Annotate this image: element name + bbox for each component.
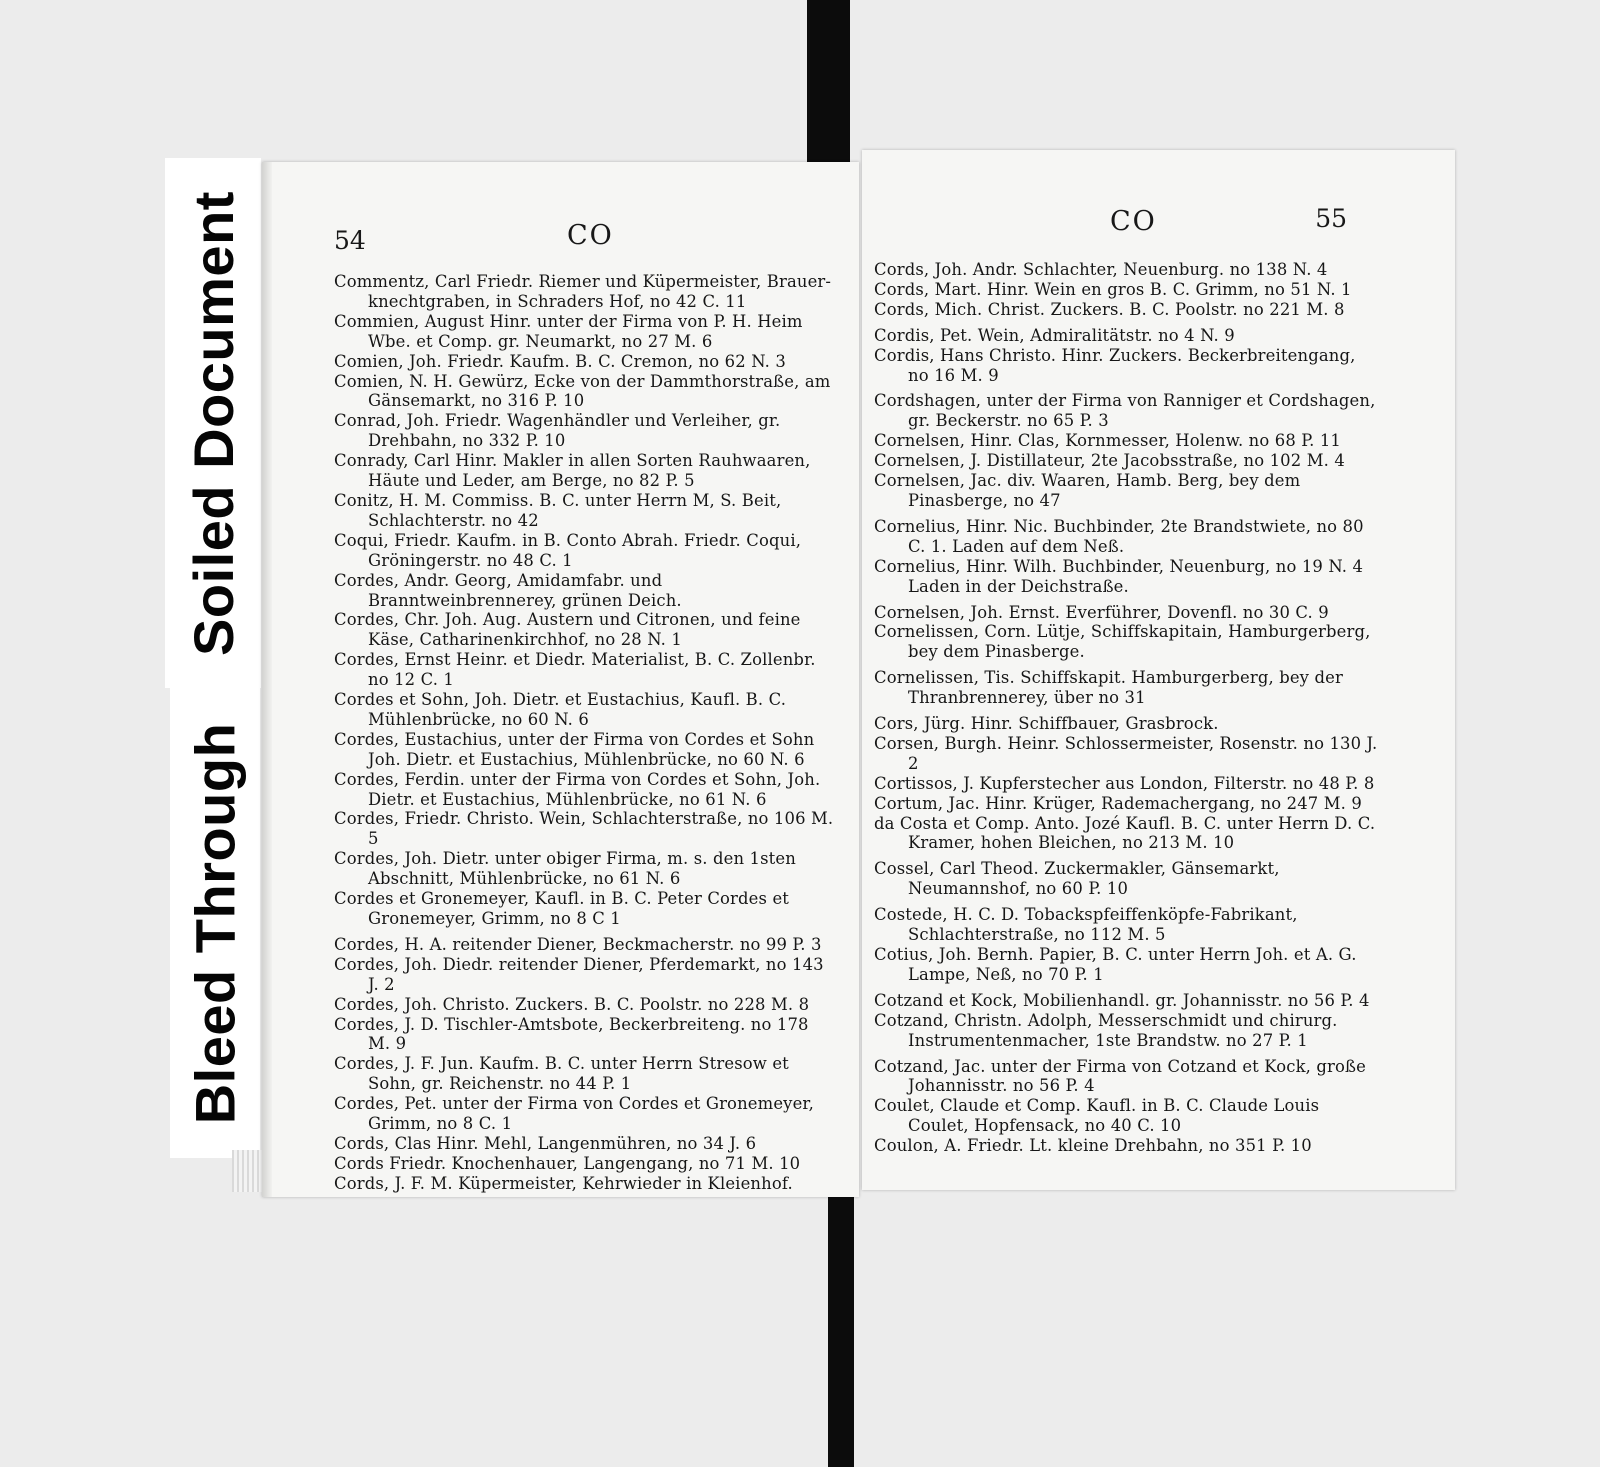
bleed-through-label bbox=[170, 688, 260, 1158]
directory-entry: Cords, Mart. Hinr. Wein en gros B. C. Grimm, no 51 N. 1 bbox=[874, 279, 1352, 299]
directory-entry: Cordis, Pet. Wein, Admiralitätstr. no 4 N. 9 bbox=[874, 325, 1235, 345]
directory-entry: Comien, N. H. Gewürz, Ecke von der Dammthorstraße, am Gänsemarkt, no 316 P. 10 bbox=[334, 371, 831, 411]
directory-entry: Cornelsen, Joh. Ernst. Everführer, Dovenfl. no 30 C. 9 bbox=[874, 602, 1329, 622]
directory-entry: Cordes, Chr. Joh. Aug. Austern und Citronen, und feine Käse, Catharinenkirchhof, no 28 N. 1 bbox=[334, 610, 801, 650]
directory-entry: Cordes, Joh. Dietr. unter obiger Firma, m. s. den 1sten Abschnitt, Mühlenbrücke, no 61 N. 6 bbox=[334, 849, 796, 889]
directory-entry: Corsen, Burgh. Heinr. Schlossermeister, Rosenstr. no 130 J. 2 bbox=[874, 733, 1378, 773]
directory-entry: Cornelsen, Hinr. Clas, Kornmesser, Holenw. no 68 P. 11 bbox=[874, 431, 1341, 451]
directory-entry: Cossel, Carl Theod. Zuckermakler, Gänsemarkt, Neumannshof, no 60 P. 10 bbox=[874, 859, 1280, 899]
left-page-number: 54 bbox=[334, 226, 366, 255]
directory-entry: Cornelissen, Tis. Schiffskapit. Hamburgerberg, bey der Thranbrennerey, über no 31 bbox=[874, 668, 1343, 708]
directory-entry: da Costa et Comp. Anto. Jozé Kaufl. B. C. unter Herrn D. C. Kramer, hohen Bleichen, no 213 M. 10 bbox=[874, 813, 1376, 853]
directory-entry: Cordshagen, unter der Firma von Ranniger et Cordshagen, gr. Beckerstr. no 65 P. 3 bbox=[874, 391, 1376, 431]
directory-entry: Cordes et Gronemeyer, Kaufl. in B. C. Peter Cordes et Gronemeyer, Grimm, no 8 C 1 bbox=[334, 889, 790, 928]
directory-entry: Cornelsen, J. Distillateur, 2te Jacobsstraße, no 102 M. 4 bbox=[874, 451, 1345, 471]
directory-entry: Cornelius, Hinr. Wilh. Buchbinder, Neuenburg, no 19 N. 4 Laden in der Deichstraße. bbox=[874, 556, 1364, 596]
directory-entry: Cornelissen, Corn. Lütje, Schiffskapitain, Hamburgerberg, bey dem Pinasberge. bbox=[874, 622, 1371, 662]
directory-entry: Cornelius, Hinr. Nic. Buchbinder, 2te Brandstwiete, no 80 C. 1. Laden auf dem Neß. bbox=[874, 516, 1364, 556]
right-page-number: 55 bbox=[1315, 204, 1347, 233]
directory-entry: Commien, August Hinr. unter der Firma von P. H. Heim Wbe. et Comp. gr. Neumarkt, no 27 M. 6 bbox=[334, 311, 803, 351]
directory-entry: Cords, J. F. M. Küpermeister, Kehrwieder in Kleienhof. bbox=[334, 1173, 793, 1193]
directory-entry: Cordes, Joh. Christo. Zuckers. B. C. Poolstr. no 228 M. 8 bbox=[334, 994, 810, 1014]
directory-entry: Commentz, Carl Friedr. Riemer und Küpermeister, Brauer-knechtgraben, in Schraders Hof, no 42 C. 11 bbox=[334, 272, 832, 311]
directory-entry: Cordes, Ernst Heinr. et Diedr. Materialist, B. C. Zollenbr. no 12 C. 1 bbox=[334, 650, 816, 690]
soiled-document-label-text: Soiled Document bbox=[181, 190, 245, 656]
right-page bbox=[862, 150, 1455, 1190]
directory-entry: Cotzand, Christn. Adolph, Messerschmidt und chirurg. Instrumentenmacher, 1ste Brandstw. no 27 P. 1 bbox=[874, 1010, 1338, 1050]
directory-entry: Cordis, Hans Christo. Hinr. Zuckers. Beckerbreitengang, no 16 M. 9 bbox=[874, 345, 1356, 385]
directory-entry: Cordes, Andr. Georg, Amidamfabr. und Branntweinbrennerey, grünen Deich. bbox=[334, 570, 682, 610]
binding-strip-bottom bbox=[828, 1196, 854, 1467]
directory-entry: Cotzand et Kock, Mobilienhandl. gr. Johannisstr. no 56 P. 4 bbox=[874, 990, 1370, 1010]
page-edge-stack bbox=[232, 1150, 262, 1192]
directory-entry: Cordes, Ferdin. unter der Firma von Cordes et Sohn, Joh. Dietr. et Eustachius, Mühlenbrücke, no 61 N. 6 bbox=[334, 769, 821, 809]
directory-entry: Cortissos, J. Kupferstecher aus London, Filterstr. no 48 P. 8 bbox=[874, 773, 1375, 793]
directory-entry: Cordes, Pet. unter der Firma von Cordes et Gronemeyer, Grimm, no 8 C. 1 bbox=[334, 1094, 814, 1134]
directory-entry: Cordes, Friedr. Christo. Wein, Schlachterstraße, no 106 M. 5 bbox=[334, 809, 834, 849]
left-page bbox=[262, 162, 859, 1197]
directory-entry: Comien, Joh. Friedr. Kaufm. B. C. Cremon, no 62 N. 3 bbox=[334, 351, 786, 371]
directory-entry: Conrad, Joh. Friedr. Wagenhändler und Verleiher, gr. Drehbahn, no 332 P. 10 bbox=[334, 411, 781, 451]
directory-entry: Cordes, Eustachius, unter der Firma von Cordes et Sohn Joh. Dietr. et Eustachius, Mühlenbrücke, no 60 N. 6 bbox=[334, 729, 815, 769]
directory-entry: Cords Friedr. Knochenhauer, Langengang, no 71 M. 10 bbox=[334, 1153, 801, 1173]
left-running-head: CO bbox=[567, 220, 614, 251]
right-running-head: CO bbox=[1110, 206, 1157, 237]
binding-strip-top bbox=[807, 0, 850, 170]
bleed-through-label-text: Bleed Through bbox=[183, 722, 247, 1124]
directory-entry: Cordes et Sohn, Joh. Dietr. et Eustachius, Kaufl. B. C. Mühlenbrücke, no 60 N. 6 bbox=[334, 690, 787, 729]
directory-entry: Cors, Jürg. Hinr. Schiffbauer, Grasbrock. bbox=[874, 714, 1219, 734]
directory-entry: Conrady, Carl Hinr. Makler in allen Sorten Rauhwaaren, Häute und Leder, am Berge, no 82 P. 5 bbox=[334, 451, 811, 491]
directory-entry: Cotzand, Jac. unter der Firma von Cotzand et Kock, große Johannisstr. no 56 P. 4 bbox=[874, 1056, 1366, 1096]
directory-entry: Cordes, Joh. Diedr. reitender Diener, Pferdemarkt, no 143 J. 2 bbox=[334, 954, 824, 994]
right-entry-list bbox=[874, 260, 1379, 1156]
directory-entry: Coulet, Claude et Comp. Kaufl. in B. C. Claude Louis Coulet, Hopfensack, no 40 C. 10 bbox=[874, 1096, 1320, 1136]
directory-entry: Coulon, A. Friedr. Lt. kleine Drehbahn, no 351 P. 10 bbox=[874, 1136, 1312, 1156]
directory-entry: Cordes, J. F. Jun. Kaufm. B. C. unter Herrn Stresow et Sohn, gr. Reichenstr. no 44 P. 1 bbox=[334, 1054, 789, 1094]
directory-entry: Cords, Joh. Andr. Schlachter, Neuenburg. no 138 N. 4 bbox=[874, 260, 1328, 279]
directory-entry: Cordes, H. A. reitender Diener, Beckmacherstr. no 99 P. 3 bbox=[334, 934, 822, 954]
directory-entry: Costede, H. C. D. Tobackspfeiffenköpfe-Fabrikant, Schlachterstraße, no 112 M. 5 bbox=[874, 905, 1298, 945]
directory-entry: Cords, Clas Hinr. Mehl, Langenmühren, no 34 J. 6 bbox=[334, 1133, 757, 1153]
directory-entry: Conitz, H. M. Commiss. B. C. unter Herrn M, S. Beit, Schlachterstr. no 42 bbox=[334, 490, 782, 530]
directory-entry: Coqui, Friedr. Kaufm. in B. Conto Abrah. Friedr. Coqui, Gröningerstr. no 48 C. 1 bbox=[334, 530, 802, 570]
directory-entry: Cornelsen, Jac. div. Waaren, Hamb. Berg, bey dem Pinasberge, no 47 bbox=[874, 471, 1301, 510]
directory-entry: Cordes, J. D. Tischler-Amtsbote, Beckerbreiteng. no 178 M. 9 bbox=[334, 1014, 809, 1054]
directory-entry: Cords, Mich. Christ. Zuckers. B. C. Poolstr. no 221 M. 8 bbox=[874, 299, 1345, 319]
directory-entry: Cortum, Jac. Hinr. Krüger, Rademachergang, no 247 M. 9 bbox=[874, 793, 1362, 813]
left-entry-list bbox=[334, 272, 834, 1194]
directory-entry: Cotius, Joh. Bernh. Papier, B. C. unter Herrn Joh. et A. G. Lampe, Neß, no 70 P. 1 bbox=[874, 945, 1357, 984]
soiled-document-label bbox=[165, 158, 261, 688]
